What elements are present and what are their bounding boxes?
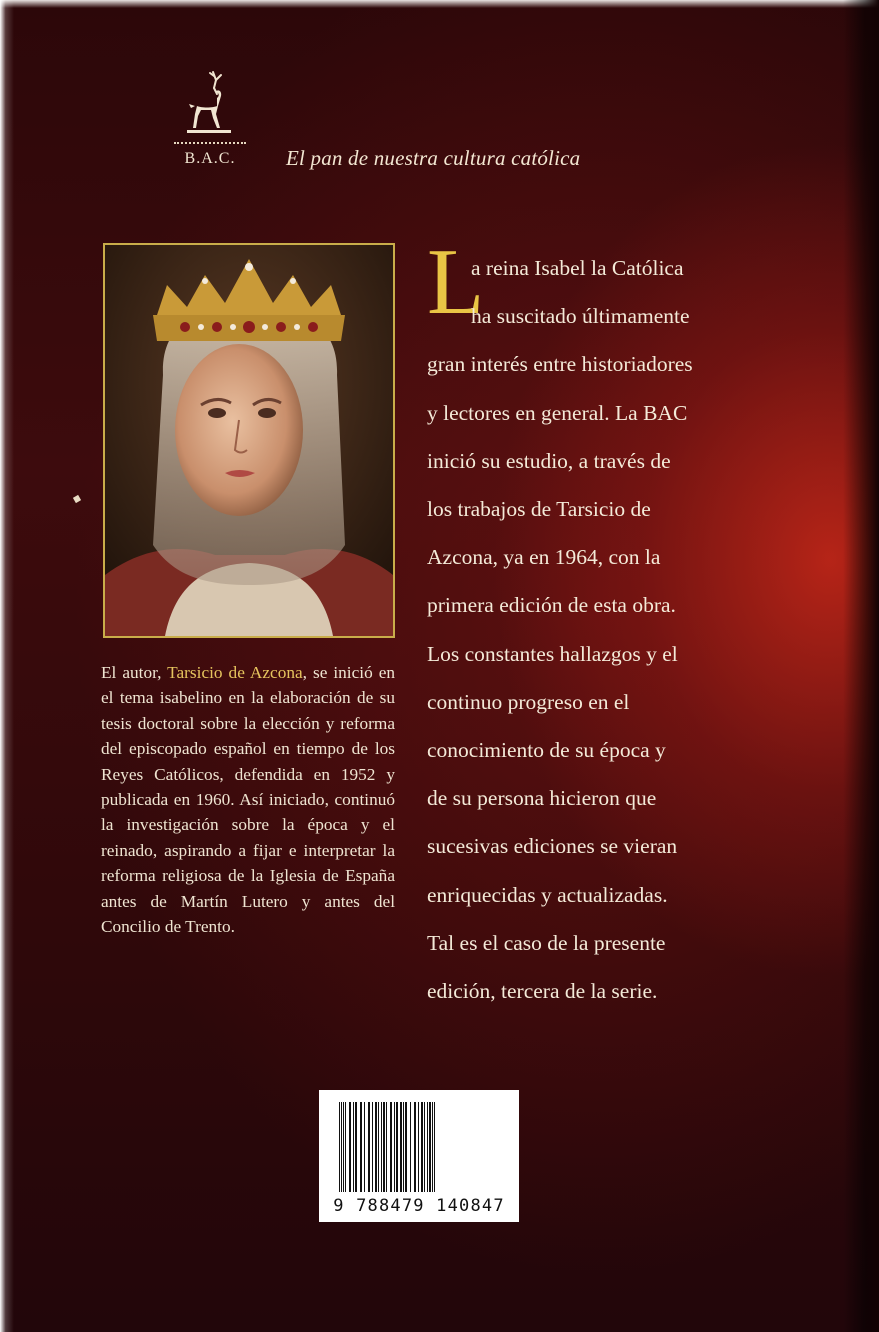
barcode-bar: [432, 1102, 433, 1192]
publisher-motto: El pan de nuestra cultura católica: [286, 146, 581, 170]
barcode-bar: [368, 1102, 370, 1192]
isbn-barcode: [319, 1090, 519, 1222]
barcode-bar: [394, 1102, 395, 1192]
barcode-bar: [390, 1102, 392, 1192]
barcode-bar: [410, 1102, 411, 1192]
drop-cap: L: [427, 230, 485, 334]
barcode-bar: [434, 1102, 435, 1192]
blurb-line: continuo progreso en el: [427, 689, 630, 714]
blurb-line: a reina Isabel la Católica: [471, 256, 684, 280]
barcode-bar: [414, 1102, 416, 1192]
left-edge: [0, 0, 14, 1332]
publisher-logo: [170, 66, 250, 168]
barcode-bar: [343, 1102, 344, 1192]
queen-portrait-painting: [105, 245, 393, 636]
barcode-bar: [355, 1102, 357, 1192]
barcode-bar: [421, 1102, 423, 1192]
barcode-bar: [339, 1102, 340, 1192]
blurb-line: ha suscitado últimamente: [471, 304, 690, 329]
speck: [73, 495, 81, 503]
barcode-bar: [386, 1102, 387, 1192]
blurb-line: conocimiento de su época y: [427, 738, 666, 763]
blurb-line: y lectores en general. La BAC: [427, 400, 688, 425]
barcode-bar: [429, 1102, 431, 1192]
blurb-line: Los constantes hallazgos y el: [427, 641, 678, 666]
queen-portrait: [103, 243, 395, 638]
top-edge: [0, 0, 879, 8]
barcode-bar: [378, 1102, 379, 1192]
author-bio: [101, 660, 395, 939]
author-name: Tarsicio de Azcona: [167, 663, 303, 682]
barcode-bar: [396, 1102, 398, 1192]
barcode-bar: [341, 1102, 342, 1192]
blurb-line: de su persona hicieron que: [427, 786, 657, 811]
barcode-bar: [403, 1102, 404, 1192]
blurb-line: los trabajos de Tarsicio de: [427, 497, 651, 522]
barcode-bar: [345, 1102, 346, 1192]
blurb-line: edición, tercera de la serie.: [427, 979, 658, 1004]
barcode-bar: [372, 1102, 373, 1192]
synopsis-blurb: [427, 230, 747, 1015]
logo-dotted-rule: [174, 142, 246, 144]
barcode-bar: [427, 1102, 428, 1192]
barcode-bar: [400, 1102, 402, 1192]
stag-icon: [183, 66, 237, 138]
right-shadow-edge: [843, 0, 879, 1332]
blurb-line: primera edición de esta obra.: [427, 593, 676, 618]
blurb-line: gran interés entre historiadores: [427, 352, 693, 377]
barcode-bar: [349, 1102, 351, 1192]
isbn-number: 9 788479 140847: [333, 1196, 505, 1216]
blurb-line: Azcona, ya en 1964, con la: [427, 545, 661, 570]
blurb-line: enriquecidas y actualizadas.: [427, 882, 668, 907]
barcode-bar: [353, 1102, 354, 1192]
barcode-bar: [424, 1102, 425, 1192]
bio-text: , se inició en el tema isabelino en la elaboración de su tesis doctoral sobre la elección y reforma del episcopado español en tiempo de los Reyes Católicos, defendida en 1952 y publicada en 1960. Así iniciado, continuó la investigación sobre la época y el reinado, aspirando a fijar e interpretar la reforma religiosa de la Iglesia de España antes de Martín Lutero y antes del Concilio de Trento.: [101, 663, 396, 937]
barcode-bar: [383, 1102, 385, 1192]
bio-prefix: El autor,: [101, 663, 168, 682]
barcode-bars: [337, 1102, 501, 1194]
blurb-line: Tal es el caso de la presente: [427, 930, 666, 955]
barcode-bar: [364, 1102, 365, 1192]
blurb-line: inició su estudio, a través de: [427, 448, 671, 473]
barcode-bar: [381, 1102, 382, 1192]
publisher-abbreviation: B.A.C.: [184, 150, 236, 167]
barcode-bar: [418, 1102, 419, 1192]
barcode-bar: [375, 1102, 377, 1192]
barcode-bar: [360, 1102, 362, 1192]
barcode-bar: [405, 1102, 407, 1192]
blurb-line: sucesivas ediciones se vieran: [427, 834, 678, 859]
